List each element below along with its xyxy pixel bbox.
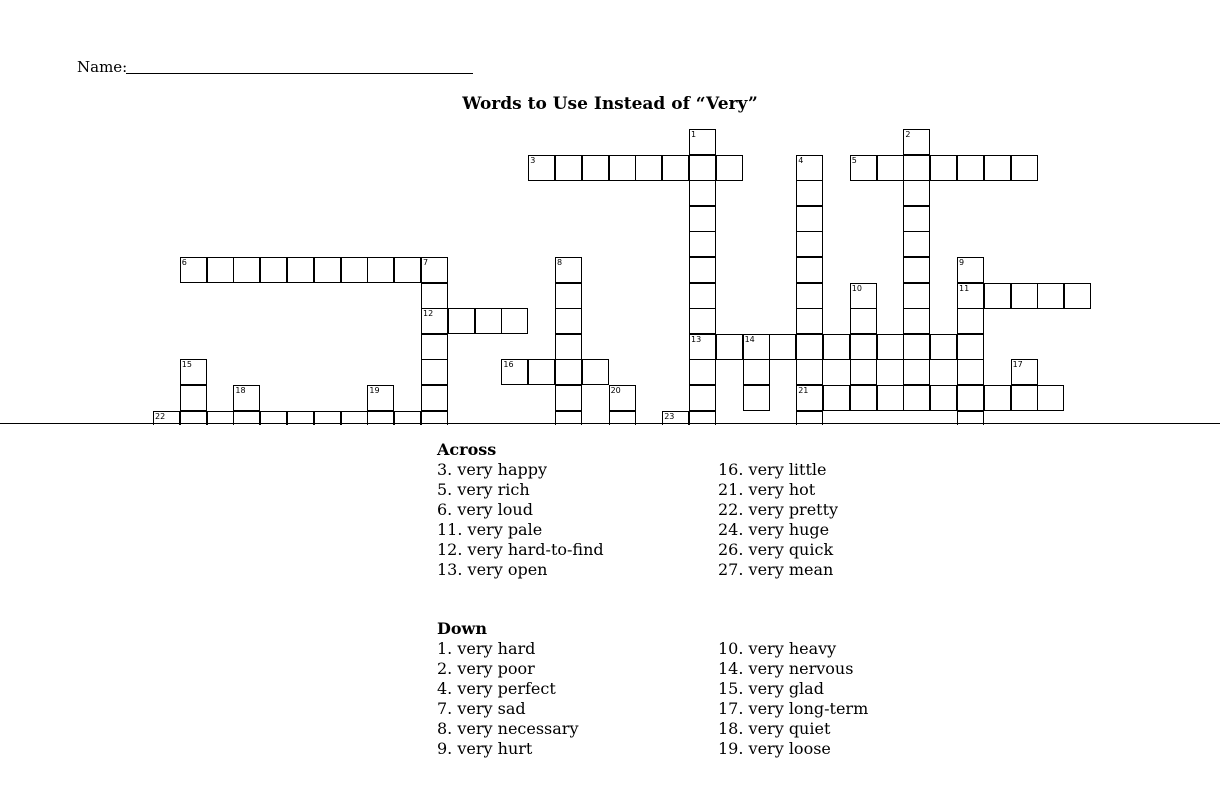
crossword-cell[interactable] [555,257,582,283]
crossword-cell[interactable] [903,283,930,309]
crossword-cell[interactable] [1011,359,1038,385]
crossword-cell[interactable] [689,129,716,155]
clue-number: 17 [1012,360,1023,370]
clue-item: 18. very quiet [718,718,831,738]
clue-number: 3 [530,155,536,165]
clue-number: 14 [744,334,755,344]
crossword-cell[interactable] [1011,385,1038,411]
crossword-cell[interactable] [903,308,930,334]
clue-item: 16. very little [718,460,827,479]
clue-item: 3. very happy [437,460,547,479]
crossword-cell[interactable] [930,334,957,360]
crossword-cell[interactable] [957,155,984,181]
crossword-cell[interactable] [743,359,770,385]
crossword-cell[interactable] [180,359,207,385]
clue-item: 11. very pale [437,519,543,539]
crossword-cell[interactable] [903,231,930,257]
crossword-cell[interactable] [984,155,1011,181]
crossword-cell[interactable] [421,385,448,411]
crossword-cell[interactable] [850,334,877,360]
crossword-cell[interactable] [903,334,930,360]
crossword-cell[interactable] [555,385,582,411]
clue-number: 8 [557,258,563,267]
across-clues-col2 [718,460,838,579]
clue-number: 1 [691,130,697,139]
clue-number: 23 [664,411,675,421]
crossword-cell[interactable] [582,155,609,181]
clue-item: 15. very glad [718,678,824,698]
crossword-cell[interactable] [609,155,636,181]
clue-number: 6 [181,258,187,267]
crossword-cell[interactable] [796,283,823,309]
crossword-cell[interactable] [662,155,689,181]
clue-number: 7 [423,258,429,267]
crossword-cell[interactable] [689,180,716,206]
clue-item: 12. very hard-to-find [437,539,604,559]
crossword-cell[interactable] [1037,283,1064,309]
crossword-cell[interactable] [260,257,287,283]
crossword-cell[interactable] [421,334,448,360]
clue-item: 13. very open [437,559,548,579]
crossword-cell[interactable] [796,385,823,411]
crossword-cell[interactable] [609,385,636,411]
crossword-cell[interactable] [716,155,743,181]
crossword-cell[interactable] [1011,283,1038,309]
grid-divider-line [0,423,1220,424]
crossword-cell[interactable] [421,308,448,334]
crossword-cell[interactable] [689,308,716,334]
clue-number: 12 [423,309,434,319]
crossword-cell[interactable] [903,385,930,411]
crossword-cell[interactable] [367,385,394,411]
crossword-cell[interactable] [903,359,930,385]
clue-item: 22. very pretty [718,499,839,519]
crossword-cell[interactable] [689,359,716,385]
crossword-cell[interactable] [689,155,716,181]
crossword-cell[interactable] [743,334,770,360]
crossword-cell[interactable] [394,257,421,283]
crossword-cell[interactable] [903,180,930,206]
crossword-cell[interactable] [689,334,716,360]
clue-item: 1. very hard [437,639,536,658]
crossword-cell[interactable] [957,359,984,385]
clue-item: 24. very huge [718,519,830,539]
crossword-cell[interactable] [555,308,582,334]
crossword-cell[interactable] [180,257,207,283]
clue-item: 2. very poor [437,658,535,678]
crossword-cell[interactable] [1064,283,1091,309]
crossword-cell[interactable] [850,155,877,181]
across-clues-col1 [437,460,604,579]
crossword-cell[interactable] [823,385,850,411]
crossword-cell[interactable] [341,257,368,283]
down-heading: Down [437,619,487,638]
crossword-cell[interactable] [287,257,314,283]
clue-item: 17. very long-term [718,698,869,718]
name-label: Name: [77,58,128,76]
crossword-cell[interactable] [796,206,823,232]
crossword-cell[interactable] [930,385,957,411]
crossword-cell[interactable] [501,359,528,385]
down-clues-col1 [437,639,578,758]
clue-item: 10. very heavy [718,639,837,658]
crossword-cell[interactable] [716,334,743,360]
crossword-cell[interactable] [984,385,1011,411]
crossword-cell[interactable] [233,385,260,411]
crossword-cell[interactable] [850,359,877,385]
crossword-cell[interactable] [555,155,582,181]
crossword-cell[interactable] [796,180,823,206]
crossword-cell[interactable] [528,155,555,181]
crossword-cell[interactable] [796,334,823,360]
crossword-cell[interactable] [823,334,850,360]
crossword-cell[interactable] [877,334,904,360]
crossword-cell[interactable] [957,334,984,360]
clue-number: 16 [503,360,514,370]
crossword-cell[interactable] [796,155,823,181]
crossword-cell[interactable] [850,308,877,334]
clue-number: 18 [235,386,246,395]
crossword-cell[interactable] [957,283,984,309]
clue-number: 10 [851,283,862,293]
crossword-cell[interactable] [903,129,930,155]
clue-number: 21 [798,386,809,395]
crossword-cell[interactable] [180,385,207,411]
crossword-cell[interactable] [501,308,528,334]
clue-number: 11 [959,283,970,293]
crossword-cell[interactable] [1037,385,1064,411]
clue-item: 14. very nervous [718,658,854,678]
crossword-cell[interactable] [314,257,341,283]
crossword-cell[interactable] [1011,155,1038,181]
crossword-cell[interactable] [930,155,957,181]
across-heading: Across [437,440,497,459]
clue-item: 21. very hot [718,479,816,499]
crossword-cell[interactable] [957,257,984,283]
crossword-cell[interactable] [877,385,904,411]
crossword-cell[interactable] [689,231,716,257]
crossword-cell[interactable] [903,155,930,181]
crossword-cell[interactable] [796,231,823,257]
clue-number: 15 [181,360,192,370]
clue-number: 19 [369,386,380,395]
down-clues-col2 [718,639,868,758]
clue-item: 7. very sad [437,698,526,718]
crossword-cell[interactable] [903,206,930,232]
crossword-cell[interactable] [689,257,716,283]
worksheet-title: Words to Use Instead of “Very” [462,94,758,114]
crossword-cell[interactable] [233,257,260,283]
crossword-cell[interactable] [582,359,609,385]
clue-number: 9 [959,258,965,267]
crossword-cell[interactable] [689,206,716,232]
crossword-cell[interactable] [421,283,448,309]
crossword-cell[interactable] [689,385,716,411]
crossword-cell[interactable] [555,283,582,309]
clue-item: 27. very mean [718,559,834,579]
crossword-cell[interactable] [796,257,823,283]
crossword-cell[interactable] [850,283,877,309]
crossword-cell[interactable] [528,359,555,385]
clue-number: 22 [155,411,166,421]
clue-item: 26. very quick [718,539,834,559]
crossword-cell[interactable] [448,308,475,334]
crossword-cell[interactable] [850,385,877,411]
crossword-cell[interactable] [877,155,904,181]
clue-item: 9. very hurt [437,738,533,758]
crossword-cell[interactable] [367,257,394,283]
clue-number: 2 [905,130,911,139]
crossword-cell[interactable] [769,334,796,360]
clue-number: 20 [610,386,621,395]
clue-item: 19. very loose [718,738,831,758]
clue-item: 6. very loud [437,499,533,519]
clue-item: 8. very necessary [437,718,579,738]
crossword-cell[interactable] [207,257,234,283]
clue-item: 5. very rich [437,479,530,499]
crossword-cell[interactable] [984,283,1011,309]
crossword-cell[interactable] [475,308,502,334]
crossword-cell[interactable] [957,385,984,411]
crossword-cell[interactable] [555,334,582,360]
clue-number: 13 [691,334,702,344]
clue-number: 5 [851,155,857,165]
crossword-cell[interactable] [796,308,823,334]
crossword-cell[interactable] [903,257,930,283]
crossword-cell[interactable] [421,359,448,385]
clue-number: 4 [798,155,804,165]
crossword-cell[interactable] [743,385,770,411]
crossword-cell[interactable] [635,155,662,181]
crossword-cell[interactable] [957,308,984,334]
crossword-cell[interactable] [555,359,582,385]
crossword-cell[interactable] [689,283,716,309]
clue-item: 4. very perfect [437,678,556,698]
crossword-cell[interactable] [796,359,823,385]
crossword-cell[interactable] [421,257,448,283]
